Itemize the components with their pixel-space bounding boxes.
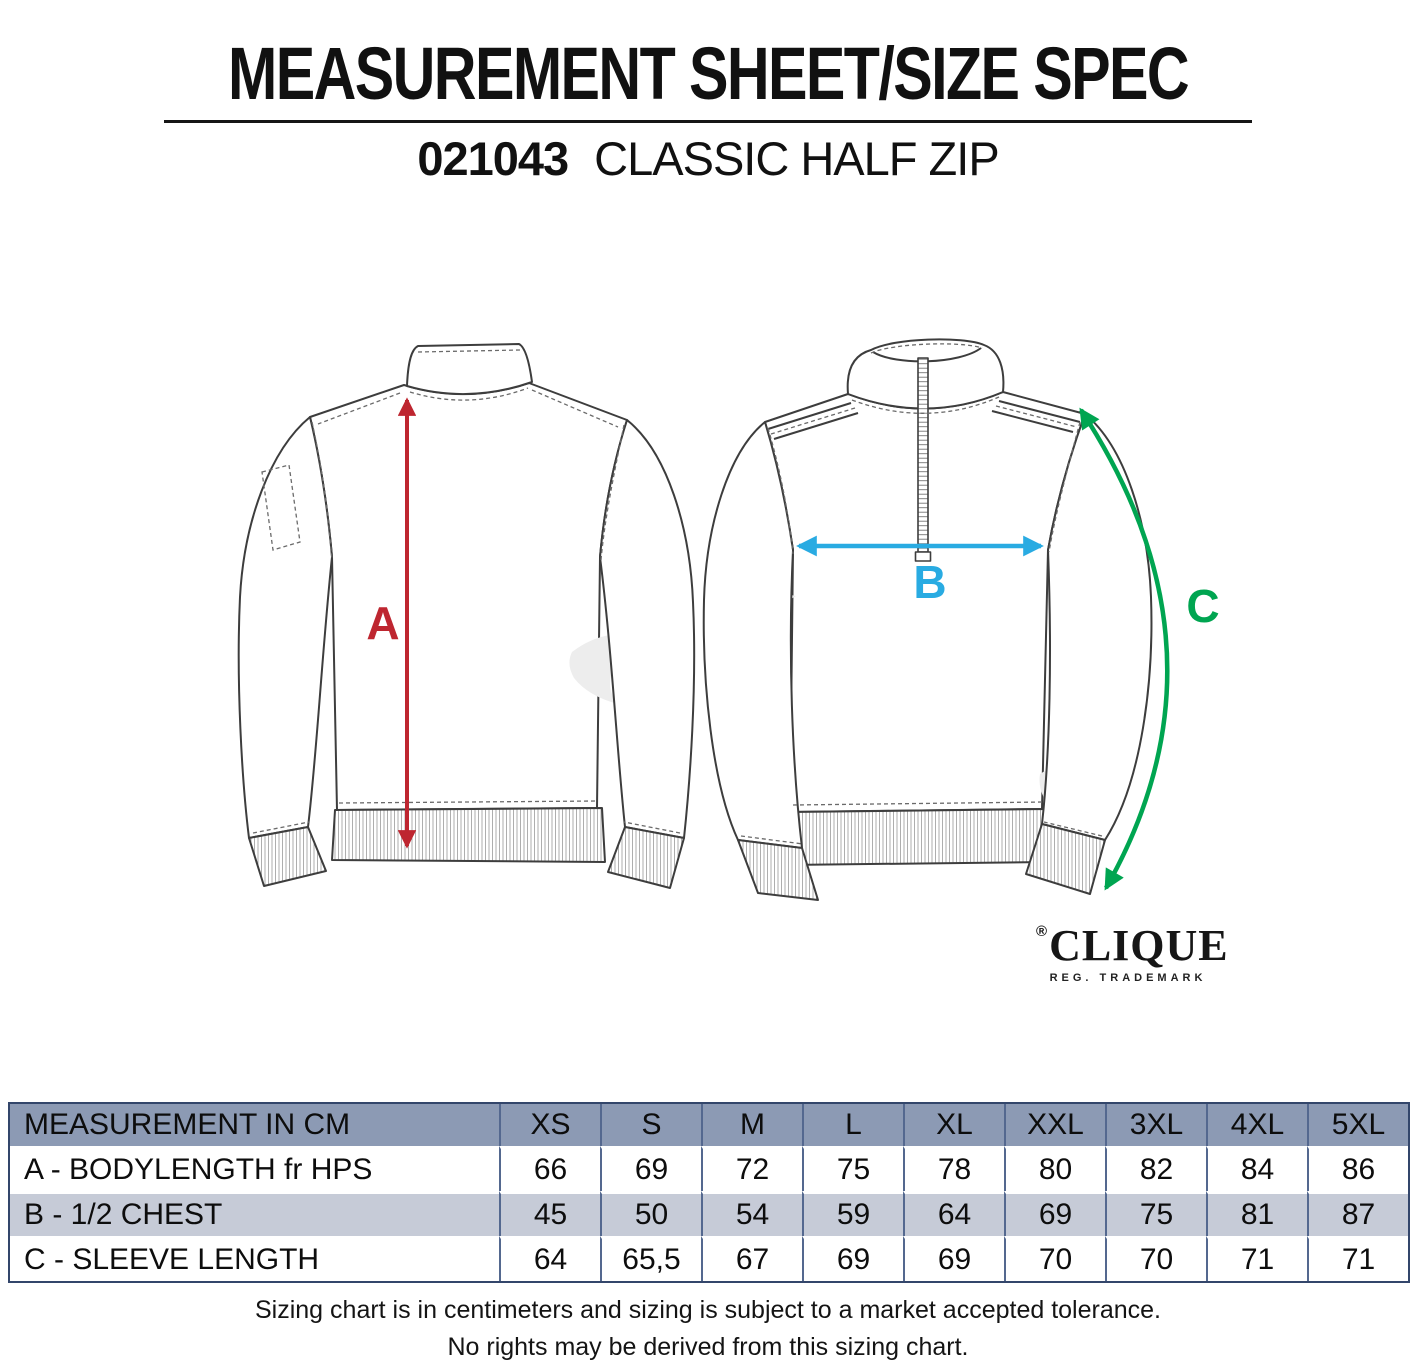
brand-name — [1036, 921, 1229, 970]
size-cell: 69 — [903, 1236, 1004, 1281]
size-cell: 64 — [903, 1191, 1004, 1236]
size-cell: 80 — [1004, 1146, 1105, 1191]
back-garment-lineart — [239, 344, 694, 888]
registered-mark: ® — [1036, 923, 1049, 940]
garment-back-view-drawing — [222, 322, 712, 912]
brand-tagline: REG. TRADEMARK — [1049, 972, 1207, 984]
size-cell: 70 — [1004, 1236, 1105, 1281]
size-column-header: S — [600, 1104, 701, 1146]
measurement-column-header: MEASUREMENT IN CM — [10, 1104, 499, 1146]
size-cell: 71 — [1206, 1236, 1307, 1281]
size-cell: 54 — [701, 1191, 802, 1236]
size-column-header: M — [701, 1104, 802, 1146]
size-cell: 69 — [1004, 1191, 1105, 1236]
size-cell: 75 — [1105, 1191, 1206, 1236]
size-cell: 45 — [499, 1191, 600, 1236]
size-spec-table — [8, 1102, 1410, 1283]
size-cell: 64 — [499, 1236, 600, 1281]
size-cell: 86 — [1307, 1146, 1408, 1191]
size-cell: 59 — [802, 1191, 903, 1236]
sheet-header — [0, 32, 1416, 186]
measurement-label: B - 1/2 CHEST — [10, 1191, 499, 1236]
zipper — [918, 358, 928, 552]
measurement-label: A - BODYLENGTH fr HPS — [10, 1146, 499, 1191]
size-cell: 75 — [802, 1146, 903, 1191]
size-cell: 78 — [903, 1146, 1004, 1191]
size-column-header: XL — [903, 1104, 1004, 1146]
size-column-header: 4XL — [1206, 1104, 1307, 1146]
size-column-header: XS — [499, 1104, 600, 1146]
footer-line-1: Sizing chart is in centimeters and sizing is subject to a market accepted tolerance. — [255, 1296, 1161, 1324]
size-cell: 70 — [1105, 1236, 1206, 1281]
table-row-sleeve-length — [10, 1236, 1408, 1281]
footer-line-2: No rights may be derived from this sizing chart. — [447, 1333, 969, 1361]
size-cell: 87 — [1307, 1191, 1408, 1236]
page-title: MEASUREMENT SHEET/SIZE SPEC — [227, 32, 1189, 115]
front-garment-lineart — [704, 339, 1152, 900]
size-cell: 72 — [701, 1146, 802, 1191]
style-subtitle — [0, 131, 1416, 186]
label-a: A — [366, 597, 400, 649]
size-column-header: L — [802, 1104, 903, 1146]
style-number: 021043 — [417, 132, 569, 186]
size-cell: 81 — [1206, 1191, 1307, 1236]
size-cell: 69 — [802, 1236, 903, 1281]
size-cell: 71 — [1307, 1236, 1408, 1281]
label-b: B — [913, 556, 947, 608]
size-cell: 82 — [1105, 1146, 1206, 1191]
size-column-header: XXL — [1004, 1104, 1105, 1146]
size-cell: 84 — [1206, 1146, 1307, 1191]
size-cell: 66 — [499, 1146, 600, 1191]
size-column-header: 5XL — [1307, 1104, 1408, 1146]
table-row-bodylength — [10, 1146, 1408, 1191]
size-cell: 67 — [701, 1236, 802, 1281]
label-c: C — [1186, 580, 1220, 632]
sheet-footer — [0, 1292, 1416, 1366]
garment-front-view-drawing — [700, 322, 1240, 922]
size-cell: 50 — [600, 1191, 701, 1236]
title-underline — [164, 120, 1252, 123]
table-row-half-chest — [10, 1191, 1408, 1236]
measurement-label: C - SLEEVE LENGTH — [10, 1236, 499, 1281]
brand-wordmark: CLIQUE — [1049, 921, 1229, 970]
brand-logo — [1036, 921, 1229, 984]
style-name: CLASSIC HALF ZIP — [594, 132, 999, 186]
table-header-row — [10, 1104, 1408, 1146]
size-cell: 65,5 — [600, 1236, 701, 1281]
size-cell: 69 — [600, 1146, 701, 1191]
size-column-header: 3XL — [1105, 1104, 1206, 1146]
